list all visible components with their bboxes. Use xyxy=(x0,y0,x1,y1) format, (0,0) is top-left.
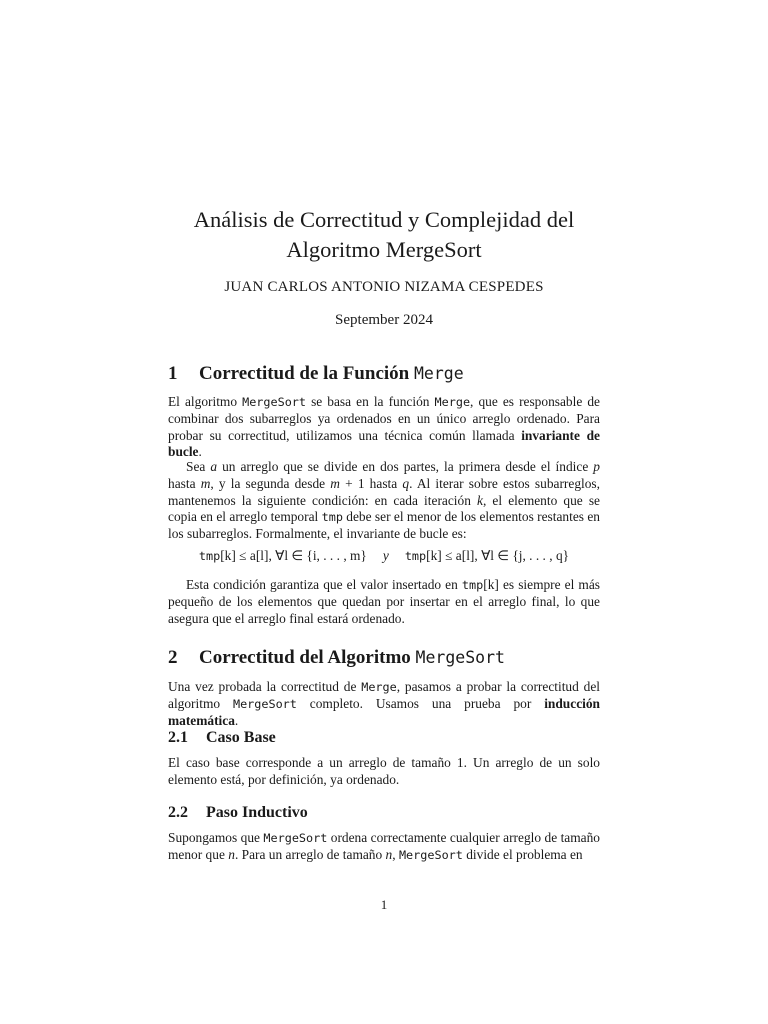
subsection-2-1-heading xyxy=(168,729,276,747)
section-1-paragraph-1: El algoritmo MergeSort se basa en la función Merge, que es responsable de combinar dos subarreglos ya ordenados en un único arreglo ordenado. Para probar su correctitud, utilizamos una técnica común llamada invariante de bucle. xyxy=(168,394,600,460)
code-mergesort: MergeSort xyxy=(398,847,463,862)
author-name: JUAN CARLOS ANTONIO NIZAMA CESPEDES xyxy=(224,279,544,295)
section-1-paragraph-3: Esta condición garantiza que el valor insertado en tmp[k] es siempre el más pequeño de los elementos que quedan por insertar en el arreglo final, lo que asegura que el arreglo final estará ordenado. xyxy=(168,577,600,626)
code-mergesort: MergeSort xyxy=(263,831,328,845)
section-title-code: Merge xyxy=(413,364,464,383)
section-2-paragraph-1: Una vez probada la correctitud de Merge, pasamos a probar la correctitud del algoritmo MergeSort completo. Usamos una prueba por inducción matemática. xyxy=(168,679,600,728)
section-number: 2 xyxy=(168,647,178,668)
subsection-2-2-paragraph: Supongamos que MergeSort ordena correctamente cualquier arreglo de tamaño menor que n. Para un arreglo de tamaño n, MergeSort divide el problema en xyxy=(168,830,600,862)
subsection-title: Caso Base xyxy=(206,729,276,746)
section-2-heading xyxy=(168,647,505,669)
code-tmp: tmp xyxy=(461,578,484,592)
subsection-number: 2.1 xyxy=(168,729,188,746)
section-title: Correctitud del Algoritmo xyxy=(199,647,411,668)
paper-title-line-1: Análisis de Correctitud y Complejidad del xyxy=(193,207,575,232)
code-mergesort: MergeSort xyxy=(232,696,297,711)
bold-term: invariante de bucle xyxy=(168,427,600,460)
section-title: Correctitud de la Función xyxy=(199,363,410,384)
subsection-number: 2.2 xyxy=(168,804,188,821)
section-1-paragraph-2: Sea a un arreglo que se divide en dos partes, la primera desde el índice p hasta m, y la segunda desde m + 1 hasta q. Al iterar sobre estos subarreglos, mantenemos la siguiente condición: en cada iteración k, el elemento que se copia en el arreglo temporal tmp debe ser el menor de los elementos restantes en los subarreglos. Formalmente, el invariante de bucle es: xyxy=(168,459,600,542)
section-number: 1 xyxy=(168,363,178,384)
subsection-title: Paso Inductivo xyxy=(206,804,308,821)
subsection-2-1-paragraph: El caso base corresponde a un arreglo de tamaño 1. Un arreglo de un solo elemento está, por definición, ya ordenado. xyxy=(168,755,600,787)
paper-title-line-2: Algoritmo MergeSort xyxy=(286,237,482,262)
section-title-code: MergeSort xyxy=(415,648,505,667)
page-number: 1 xyxy=(380,897,388,912)
bold-term: inducción matemática xyxy=(168,695,600,728)
loop-invariant-equation: tmp[k] ≤ a[l], ∀l ∈ {i, . . . , m} y tmp[k] ≤ a[l], ∀l ∈ {j, . . . , q} xyxy=(198,548,570,563)
publication-date: September 2024 xyxy=(335,312,433,328)
subsection-2-2-heading xyxy=(168,804,308,822)
code-tmp: tmp xyxy=(321,510,343,525)
code-merge: Merge xyxy=(361,680,397,694)
code-mergesort: MergeSort xyxy=(242,395,307,409)
section-1-heading xyxy=(168,363,464,385)
code-merge: Merge xyxy=(434,395,471,409)
